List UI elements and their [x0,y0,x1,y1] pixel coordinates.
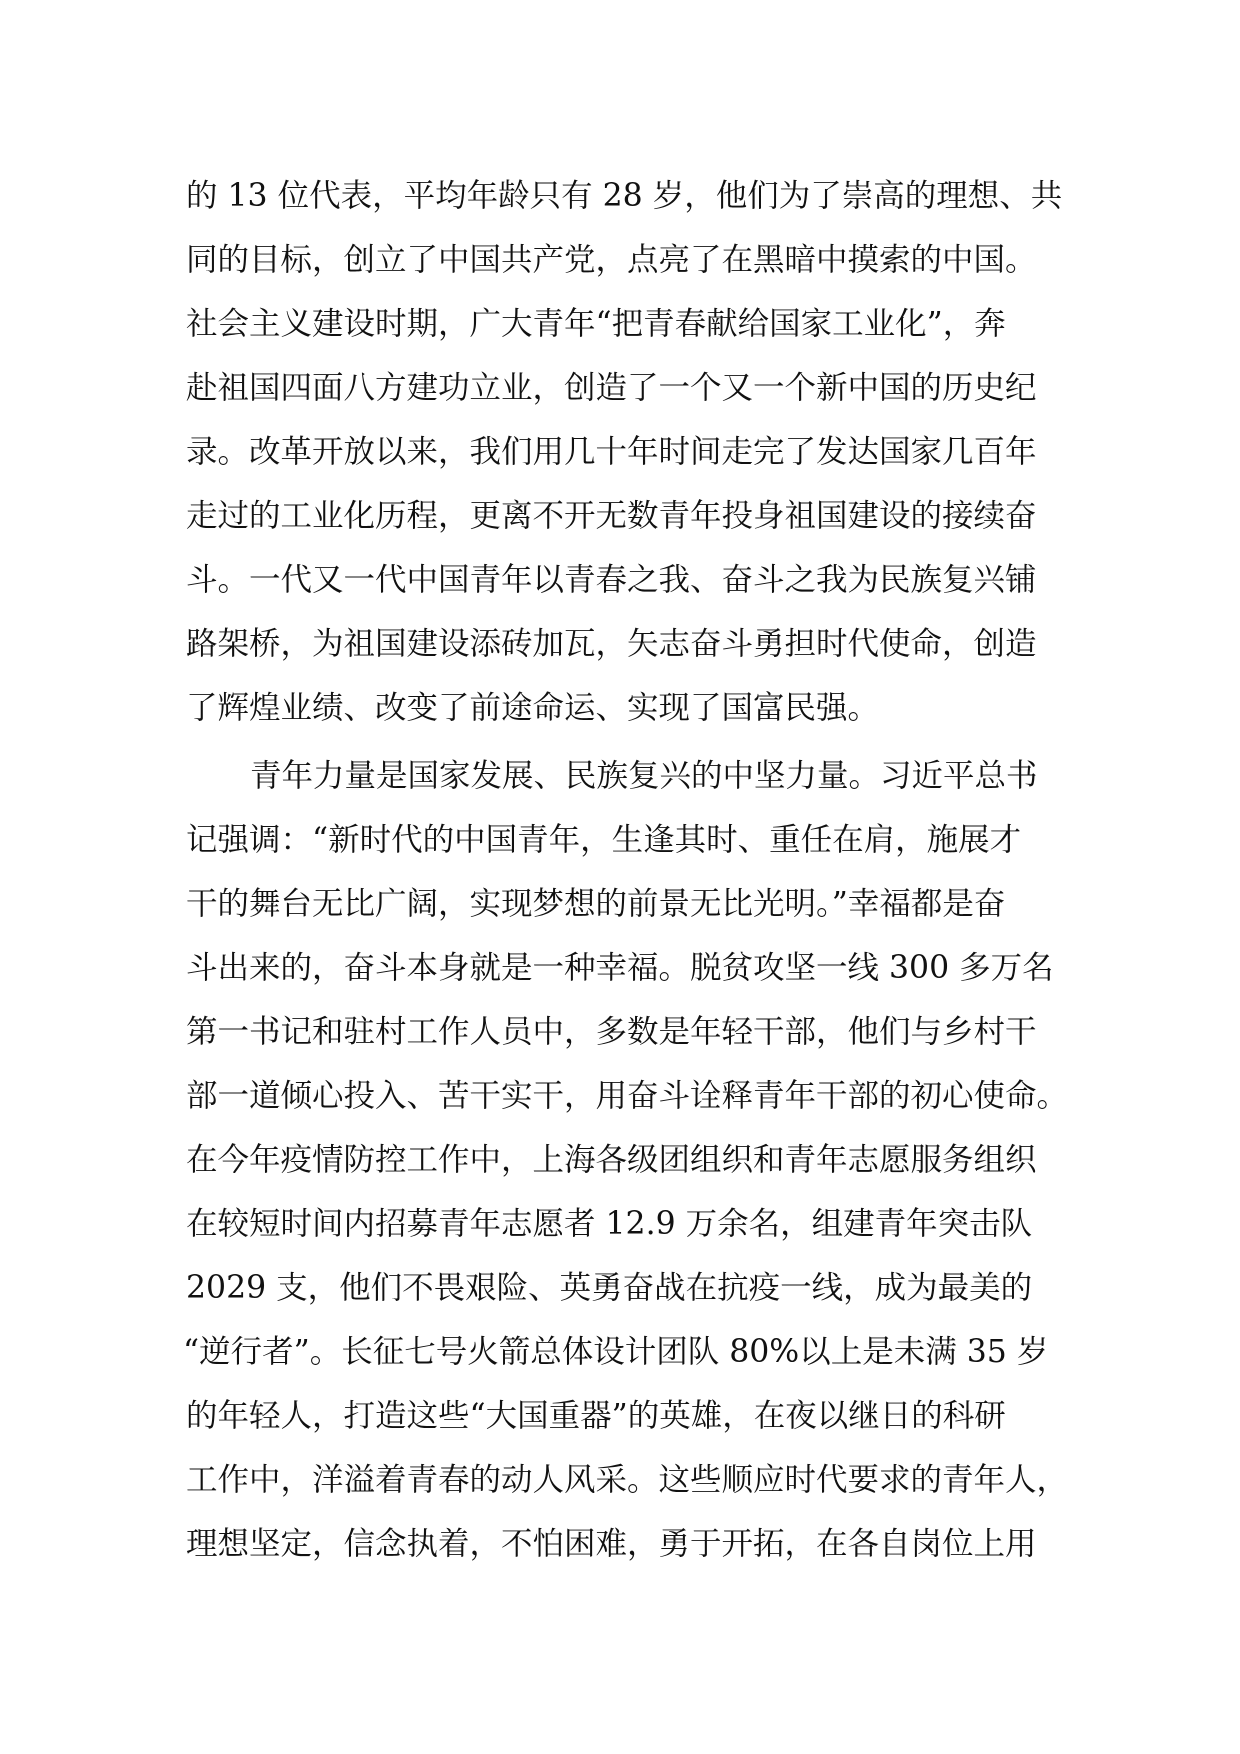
paragraph-line: 2029 支，他们不畏艰险、英勇奋战在抗疫一线，成为最美的 [186,1270,1033,1306]
paragraph-line: 路架桥，为祖国建设添砖加瓦，矢志奋斗勇担时代使命，创造 [186,626,1037,662]
paragraph-line: 的 13 位代表，平均年龄只有 28 岁，他们为了崇高的理想、共 [186,178,1063,214]
paragraph-line: 斗。一代又一代中国青年以青春之我、奋斗之我为民族复兴铺 [186,562,1037,598]
paragraph-line: 记强调：“新时代的中国青年，生逢其时、重任在肩，施展才 [186,822,1022,858]
paragraph-line: 了辉煌业绩、改变了前途命运、实现了国富民强。 [186,690,880,726]
paragraph-line: 同的目标，创立了中国共产党，点亮了在黑暗中摸索的中国。 [186,242,1037,278]
paragraph-line: “逆行者”。长征七号火箭总体设计团队 80%以上是未满 35 岁 [183,1334,1049,1370]
paragraph-line: 录。改革开放以来，我们用几十年时间走完了发达国家几百年 [186,434,1037,470]
paragraph-line: 赴祖国四面八方建功立业，创造了一个又一个新中国的历史纪 [186,370,1037,406]
paragraph-line: 斗出来的，奋斗本身就是一种幸福。脱贫攻坚一线 300 多万名 [186,950,1054,986]
paragraph-line: 社会主义建设时期，广大青年“把青春献给国家工业化”，奔 [186,306,1006,342]
paragraph-line: 的年轻人，打造这些“大国重器”的英雄，在夜以继日的科研 [186,1398,1006,1434]
paragraph-line: 第一书记和驻村工作人员中，多数是年轻干部，他们与乡村干 [186,1014,1037,1050]
paragraph-line: 干的舞台无比广阔，实现梦想的前景无比光明。”幸福都是奋 [186,886,1006,922]
paragraph-line: 部一道倾心投入、苦干实干，用奋斗诠释青年干部的初心使命。 [186,1078,1069,1114]
paragraph-line: 走过的工业化历程，更离不开无数青年投身祖国建设的接续奋 [186,498,1037,534]
paragraph-line: 工作中，洋溢着青春的动人风采。这些顺应时代要求的青年人， [186,1462,1069,1498]
paragraph-line: 青年力量是国家发展、民族复兴的中坚力量。习近平总书 [250,758,1038,794]
paragraph-line: 在较短时间内招募青年志愿者 12.9 万余名，组建青年突击队 [186,1206,1033,1242]
paragraph-line: 在今年疫情防控工作中，上海各级团组织和青年志愿服务组织 [186,1142,1037,1178]
paragraph-line: 理想坚定，信念执着，不怕困难，勇于开拓，在各自岗位上用 [186,1526,1037,1562]
